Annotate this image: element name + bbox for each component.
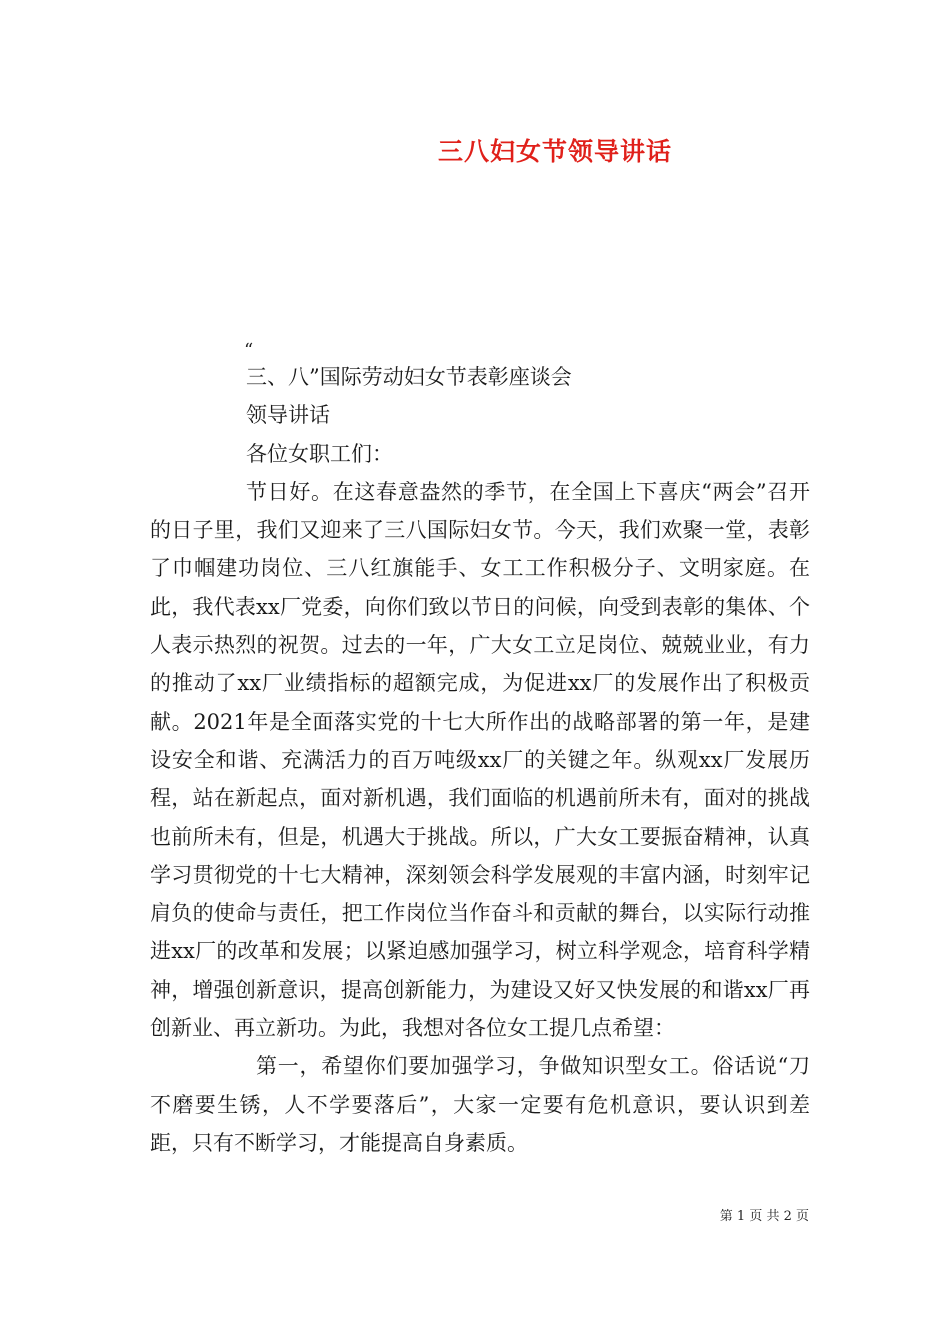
body-paragraph: 节日好。在这春意盎然的季节，在全国上下喜庆“两会”召开的日子里，我们又迎来了三八国际妇女节。今天，我们欢聚一堂，表彰了巾帼建功岗位、三八红旗能手、女工工作积极分子、文明家庭。在此，我代表xx厂党委，向你们致以节日的问候，向受到表彰的集体、个人表示热烈的祝贺。过去的一年，广大女工立足岗位、兢兢业业，有力的推动了xx厂业绩指标的超额完成，为促进xx厂的发展作出了积极贡献。2021年是全面落实党的十七大所作出的战略部署的第一年，是建设安全和谐、充满活力的百万吨级xx厂的关键之年。纵观xx厂发展历程，站在新起点，面对新机遇，我们面临的机遇前所未有，面对的挑战也前所未有，但是，机遇大于挑战。所以，广大女工要振奋精神，认真学习贯彻党的十七大精神，深刻领会科学发展观的丰富内涵，时刻牢记肩负的使命与责任，把工作岗位当作奋斗和贡献的舞台，以实际行动推进xx厂的改革和发展；以紧迫感加强学习，树立科学观念，培育科学精神，增强创新意识，提高创新能力，为建设又好又快发展的和谐xx厂再创新业、再立新功。为此，我想对各位女工提几点希望： (150, 479, 810, 1041)
page-footer: 第 1 页 共 2 页 (719, 1209, 809, 1224)
page-title: 三八妇女节领导讲话 (437, 137, 672, 166)
event-title-line: 三、八”国际劳动妇女节表彰座谈会 (246, 365, 572, 389)
body-paragraph: 第一，希望你们要加强学习，争做知识型女工。俗话说“刀不磨要生锈，人不学要落后”，大家一定要有危机意识，要认识到差距，只有不断学习，才能提高自身素质。 (150, 1054, 810, 1155)
speech-label-line: 领导讲话 (246, 403, 330, 428)
document-body (150, 358, 810, 1162)
opening-quote-mark: “ (244, 340, 254, 361)
salutation-line: 各位女职工们： (246, 441, 393, 466)
